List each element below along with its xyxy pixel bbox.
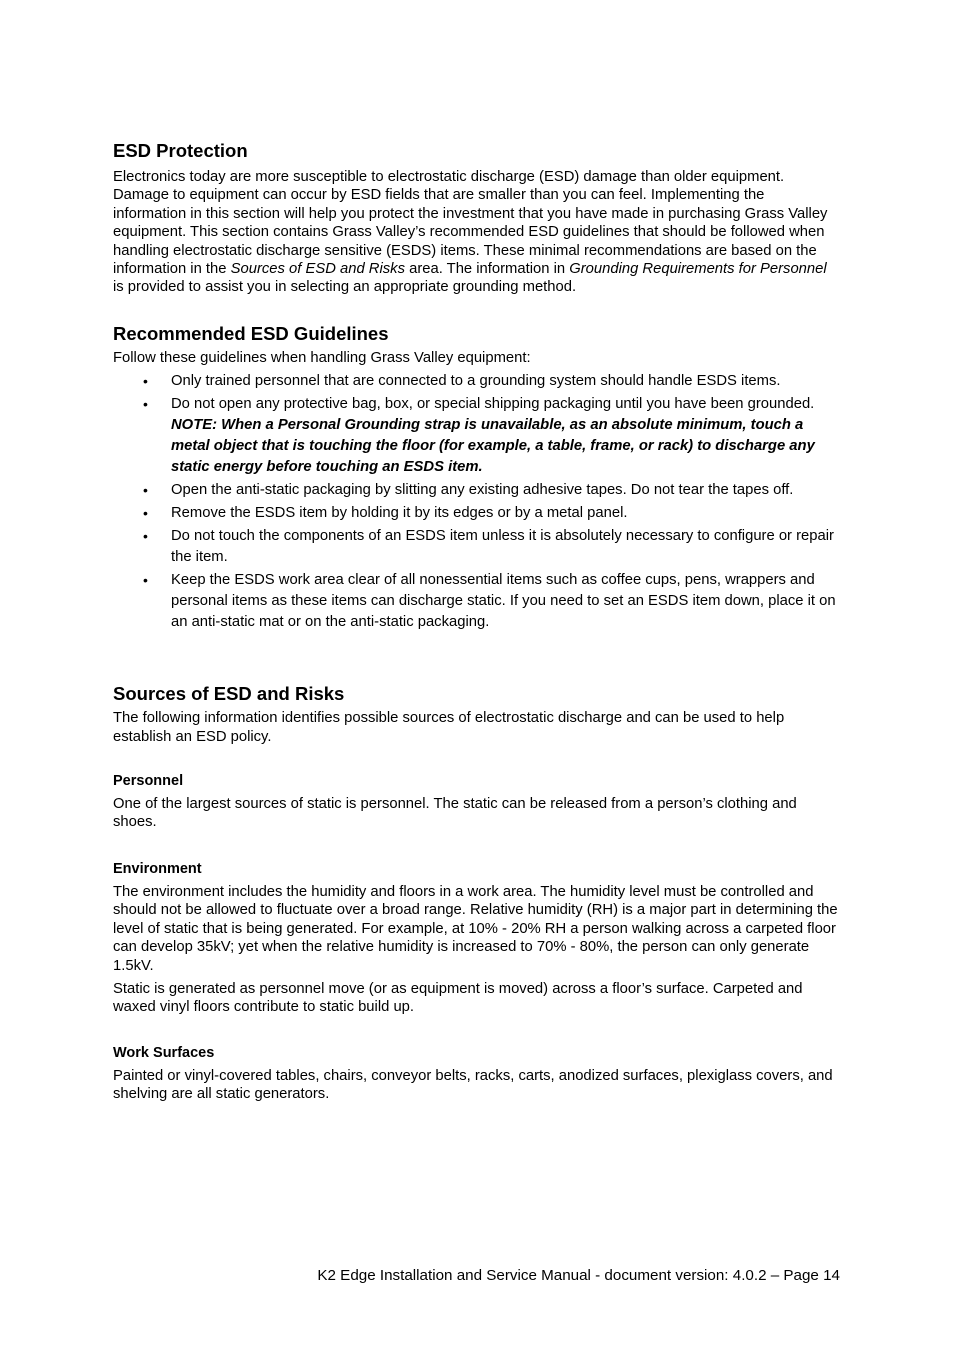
bullet-icon: •: [143, 373, 148, 390]
bullet-icon: •: [143, 482, 148, 499]
bullet-icon: •: [143, 528, 148, 545]
personnel-heading: Personnel: [113, 773, 184, 790]
bullet-icon: •: [143, 572, 148, 589]
environment-text-1: The environment includes the humidity and floors in a work area. The humidity level must be controlled and should not be allowed to fluctuate over a broad range. Relative humidity (RH) is a major part in determining the level of static that is being generated. For example, at 10% - 20% RH a person walking across a carpeted floor can develop 35kV; yet when the relative humidity is increased to 70% - 80%, the person can only generate 1.5kV.: [113, 883, 838, 974]
list-item: • Open the anti-static packaging by slitting any existing adhesive tapes. Do not tear the tapes off.: [113, 480, 841, 501]
esd-protection-text: Electronics today are more susceptible to electrostatic discharge (ESD) damage than older equipment. Damage to equipment can occur by ESD fields that are smaller than you can feel. Implementing the information in this section will help you protect the investment that you have made in purchasing Grass Valley equipment. This section contains Grass Valley’s recommended ESD guidelines that should be followed when handling electrostatic discharge sensitive (ESDS) items. These minimal recommendations are based on the information in the Sources of ESD and Risks area. The information in Grounding Requirements for Personnel is provided to assist you in selecting an appropriate grounding method.: [113, 169, 828, 296]
personnel-text: One of the largest sources of static is personnel. The static can be released from a person’s clothing and shoes.: [113, 796, 797, 831]
list-item: • Do not open any protective bag, box, or special shipping packaging until you have been grounded. NOTE: When a Personal Grounding strap is unavailable, as an absolute minimum, touch a metal object that is touching the floor (for example, a table, frame, or rack) to discharge any static energy before touching an ESDS item.: [143, 396, 815, 476]
note-text: NOTE: When a Personal Grounding strap is unavailable, as an absolute minimum, touch a metal object that is touching the floor (for example, a table, frame, or rack) to discharge any static energy before touching an ESDS item.: [171, 417, 815, 476]
work-surfaces-heading: Work Surfaces: [113, 1044, 215, 1061]
list-item: • Do not touch the components of an ESDS item unless it is absolutely necessary to configure or repair the item.: [143, 528, 834, 566]
guidelines-list: [113, 371, 841, 633]
environment-text-2: Static is generated as personnel move (or as equipment is moved) across a floor’s surface. Carpeted and waxed vinyl floors contribute to static build up.: [113, 980, 803, 1016]
sources-heading: Sources of ESD and Risks: [113, 683, 345, 705]
list-item: • Keep the ESDS work area clear of all nonessential items such as coffee cups, pens, wrappers and personal items as these items can discharge static. If you need to set an ESDS item down, place it on an anti-static mat or on the anti-static packaging.: [143, 572, 836, 631]
bullet-icon: •: [143, 396, 148, 413]
environment-heading: Environment: [113, 860, 202, 877]
bullet-icon: •: [143, 505, 148, 522]
list-item: • Remove the ESDS item by holding it by its edges or by a metal panel.: [113, 503, 841, 524]
work-surfaces-text: Painted or vinyl-covered tables, chairs, conveyor belts, racks, carts, anodized surfaces, plexiglass covers, and shelving are all static generators.: [113, 1067, 833, 1103]
guidelines-heading: Recommended ESD Guidelines: [113, 322, 389, 344]
page-footer: K2 Edge Installation and Service Manual - document version: 4.0.2 – Page 14: [317, 1267, 840, 1284]
guidelines-intro: Follow these guidelines when handling Grass Valley equipment:: [113, 349, 531, 366]
list-item: • Only trained personnel that are connected to a grounding system should handle ESDS items.: [113, 371, 841, 392]
page-body: [113, 140, 841, 1104]
esd-protection-heading: ESD Protection: [113, 140, 248, 161]
sources-intro: The following information identifies possible sources of electrostatic discharge and can be used to help establish an ESD policy.: [113, 710, 785, 745]
